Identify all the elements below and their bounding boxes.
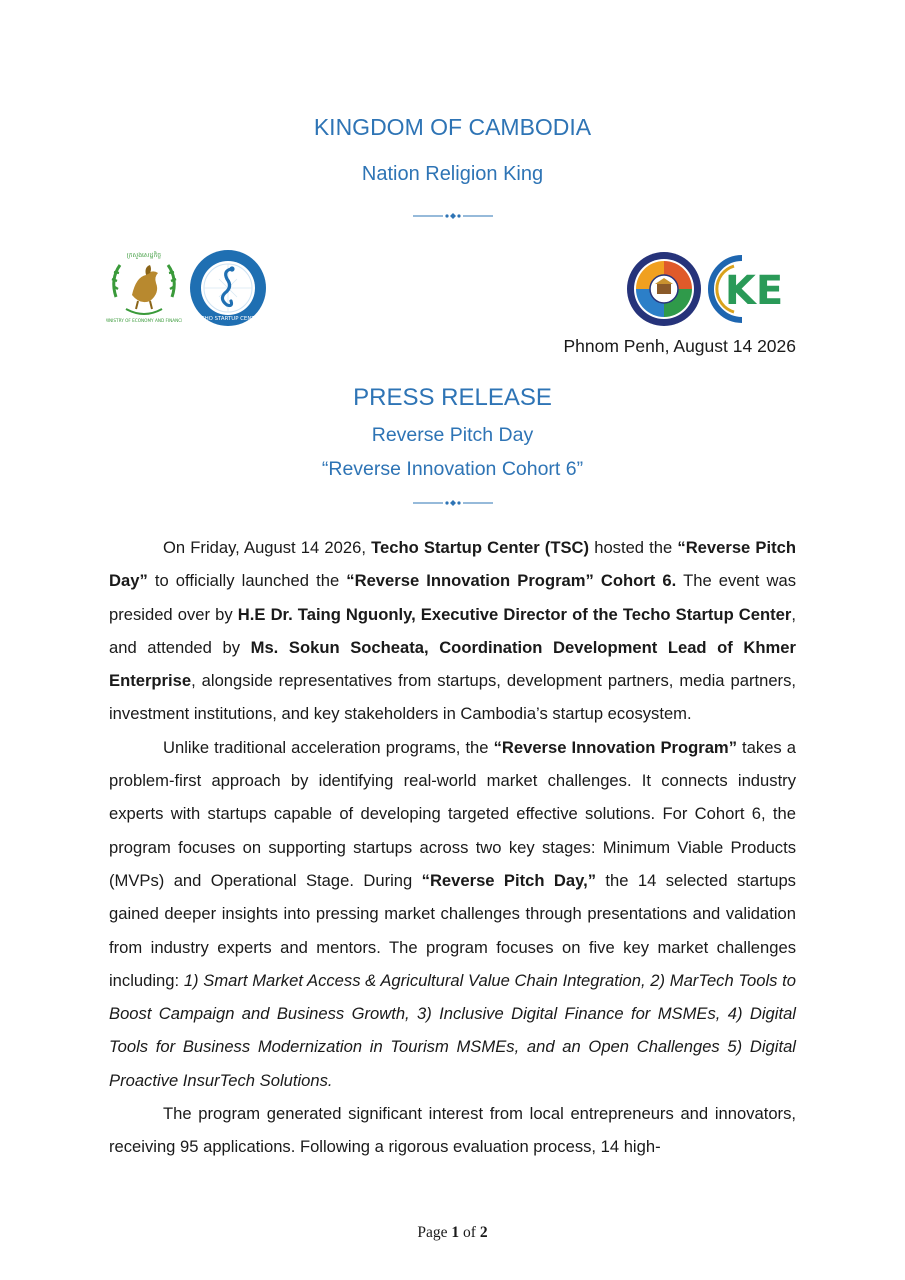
kingdom-heading: KINGDOM OF CAMBODIA xyxy=(313,114,592,140)
motto-heading: Nation Religion King xyxy=(361,163,544,185)
press-release-title: PRESS RELEASE xyxy=(353,384,552,411)
paragraph-3: The program generated significant interest from local entrepreneurs and innovators, receiving 95 applications. Following a rigorous evaluation process, 14 high- xyxy=(109,1104,796,1157)
press-release-cohort: “Reverse Innovation Cohort 6” xyxy=(321,458,584,480)
press-release-subtitle: Reverse Pitch Day xyxy=(371,424,534,446)
page-footer: Page 1 of 2 xyxy=(417,1224,488,1241)
techo-startup-center-logo xyxy=(189,249,267,327)
ornament-divider xyxy=(0,497,905,509)
ministry-economy-finance-logo xyxy=(106,249,182,325)
svg-text:ក្រសួងសេដ្ឋកិច្ច: ក្រសួងសេដ្ឋកិច្ច xyxy=(126,252,162,259)
svg-text:MINISTRY OF ECONOMY AND FINANC: MINISTRY OF ECONOMY AND FINANCE xyxy=(106,318,182,323)
ke-logo-text: KE xyxy=(724,268,784,314)
government-seal-logo xyxy=(626,251,702,327)
paragraph-2: Unlike traditional acceleration programs, the “Reverse Innovation Program” takes a problem-first approach by identifying real-world market challenges. It connects industry experts with startups capable of developing targeted effective solutions. For Cohort 6, the program focuses on supporting startups across two key stages: Minimum Viable Products (MVPs) and Operational Stage. During “Reverse Pitch Day,” the 14 selected startups gained deeper insights into pressing market challenges through presentations and validation from industry experts and mentors. The program focuses on five key market challenges including: 1) Smart Market Access & Agricultural Value Chain Integration, 2) MarTech Tools to Boost Campaign and Business Growth, 3) Inclusive Digital Finance for MSMEs, 4) Digital Tools for Business Modernization in Tourism MSMEs, and an Open Challenges 5) Digital Proactive InsurTech Solutions. xyxy=(109,737,796,1090)
paragraph-1: On Friday, August 14 2026, Techo Startup Center (TSC) hosted the “Reverse Pitch Day” to officially launched the “Reverse Innovation Program” Cohort 6. The event was presided over by H.E Dr. Taing Nguonly, Executive Director of the Techo Startup Center, and attended by Ms. Sokun Socheata, Coordination Development Lead of Khmer Enterprise, alongside representatives from startups, development partners, media partners, investment institutions, and key stakeholders in Cambodia’s startup ecosystem. xyxy=(109,538,797,724)
dateline: Phnom Penh, August 14 2026 xyxy=(563,336,796,356)
ornament-divider xyxy=(0,210,905,222)
khmer-enterprise-logo xyxy=(706,252,786,326)
press-release-body xyxy=(109,531,796,1164)
svg-text:TECHO STARTUP CENTER: TECHO STARTUP CENTER xyxy=(194,316,262,322)
